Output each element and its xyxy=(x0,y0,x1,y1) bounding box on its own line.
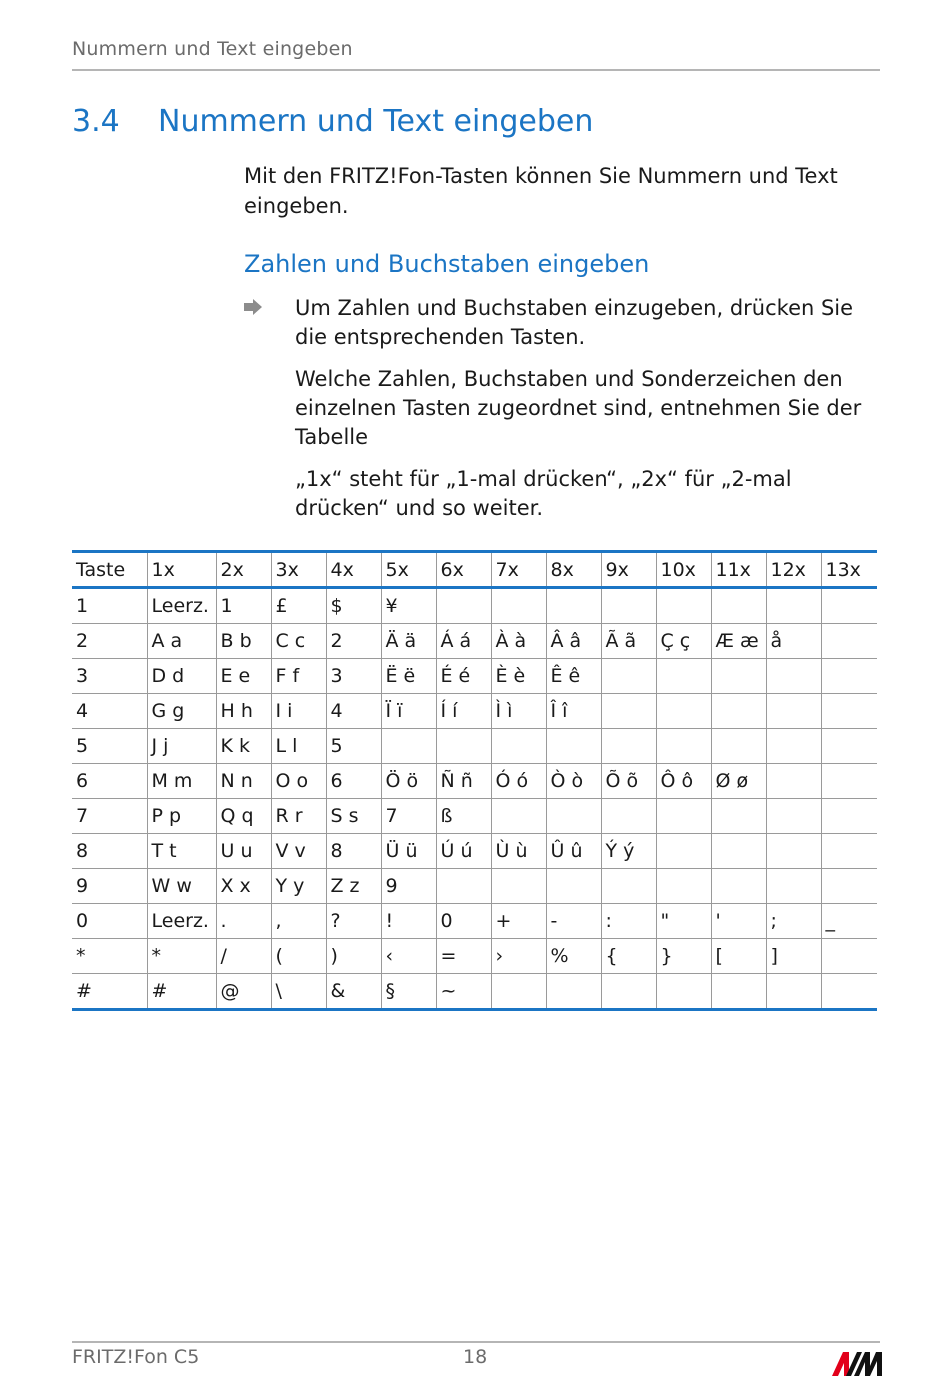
column-header-presses: 11x xyxy=(711,552,766,588)
character-cell: Leerz. xyxy=(147,904,216,939)
character-cell xyxy=(546,974,601,1010)
column-header-key: Taste xyxy=(72,552,147,588)
character-cell: = xyxy=(436,939,491,974)
character-cell: Ý ý xyxy=(601,834,656,869)
character-cell: \ xyxy=(271,974,326,1010)
character-cell: Ô ô xyxy=(656,764,711,799)
step-paragraph: „1x“ steht für „1-mal drücken“, „2x“ für „2-mal drücken“ und so weiter. xyxy=(295,467,792,520)
key-cell: 8 xyxy=(72,834,147,869)
character-cell: ~ xyxy=(436,974,491,1010)
character-cell: T t xyxy=(147,834,216,869)
character-cell: @ xyxy=(216,974,271,1010)
character-cell: M m xyxy=(147,764,216,799)
character-cell: Ã ã xyxy=(601,624,656,659)
character-cell: E e xyxy=(216,659,271,694)
character-cell xyxy=(491,588,546,624)
character-cell: Ê ê xyxy=(546,659,601,694)
character-cell xyxy=(546,588,601,624)
character-cell xyxy=(491,974,546,1010)
character-cell xyxy=(491,869,546,904)
character-cell: I i xyxy=(271,694,326,729)
column-header-presses: 7x xyxy=(491,552,546,588)
character-cell: V v xyxy=(271,834,326,869)
key-cell: # xyxy=(72,974,147,1010)
character-cell: ? xyxy=(326,904,381,939)
character-cell: Ø ø xyxy=(711,764,766,799)
character-cell xyxy=(821,834,877,869)
character-cell: ‹ xyxy=(381,939,436,974)
character-cell xyxy=(656,659,711,694)
character-cell: [ xyxy=(711,939,766,974)
character-cell: £ xyxy=(271,588,326,624)
character-cell xyxy=(766,869,821,904)
character-cell xyxy=(711,799,766,834)
character-cell: 3 xyxy=(326,659,381,694)
section-title: Nummern und Text eingeben xyxy=(158,104,594,139)
character-cell: Ñ ñ xyxy=(436,764,491,799)
character-cell xyxy=(766,974,821,1010)
character-cell xyxy=(601,869,656,904)
character-cell xyxy=(821,799,877,834)
character-cell: C c xyxy=(271,624,326,659)
character-cell: Ò ò xyxy=(546,764,601,799)
key-cell: * xyxy=(72,939,147,974)
character-cell xyxy=(821,764,877,799)
character-cell xyxy=(821,729,877,764)
table-row xyxy=(72,588,877,624)
character-cell: Ä ä xyxy=(381,624,436,659)
table-row xyxy=(72,764,877,799)
subsection-heading: Zahlen und Buchstaben eingeben xyxy=(244,250,650,278)
character-cell: å xyxy=(766,624,821,659)
character-cell xyxy=(656,729,711,764)
character-cell xyxy=(546,729,601,764)
step-paragraph: Welche Zahlen, Buchstaben und Sonderzeichen den einzelnen Tasten zugeordnet sind, entnehmen Sie der Tabelle xyxy=(295,367,862,449)
character-cell xyxy=(601,659,656,694)
character-cell: N n xyxy=(216,764,271,799)
key-cell: 0 xyxy=(72,904,147,939)
footer-product-name: FRITZ!Fon C5 xyxy=(72,1346,200,1368)
page-number: 18 xyxy=(463,1346,488,1368)
character-cell: Ü ü xyxy=(381,834,436,869)
character-cell xyxy=(711,729,766,764)
character-cell xyxy=(766,659,821,694)
character-cell: Ù ù xyxy=(491,834,546,869)
character-cell xyxy=(821,624,877,659)
character-cell xyxy=(766,799,821,834)
character-cell: " xyxy=(656,904,711,939)
character-cell xyxy=(711,588,766,624)
intro-paragraph: Mit den FRITZ!Fon-Tasten können Sie Nummern und Text eingeben. xyxy=(244,164,838,218)
character-cell: Ú ú xyxy=(436,834,491,869)
character-cell: A a xyxy=(147,624,216,659)
character-cell: È è xyxy=(491,659,546,694)
column-header-presses: 10x xyxy=(656,552,711,588)
character-cell: 0 xyxy=(436,904,491,939)
character-cell: $ xyxy=(326,588,381,624)
column-header-presses: 13x xyxy=(821,552,877,588)
character-cell xyxy=(546,869,601,904)
character-cell: U u xyxy=(216,834,271,869)
character-cell: : xyxy=(601,904,656,939)
key-cell: 7 xyxy=(72,799,147,834)
table-row xyxy=(72,694,877,729)
character-cell: P p xyxy=(147,799,216,834)
character-cell xyxy=(491,799,546,834)
character-cell xyxy=(656,834,711,869)
character-cell xyxy=(601,694,656,729)
character-cell xyxy=(711,659,766,694)
character-cell: D d xyxy=(147,659,216,694)
character-cell: { xyxy=(601,939,656,974)
key-cell: 4 xyxy=(72,694,147,729)
character-cell: 2 xyxy=(326,624,381,659)
instruction-step xyxy=(244,294,884,536)
character-cell: ß xyxy=(436,799,491,834)
character-cell: 4 xyxy=(326,694,381,729)
character-cell xyxy=(766,764,821,799)
key-cell: 2 xyxy=(72,624,147,659)
character-cell: / xyxy=(216,939,271,974)
table-row xyxy=(72,869,877,904)
character-cell: 7 xyxy=(381,799,436,834)
footer-divider xyxy=(72,1341,880,1343)
column-header-presses: 1x xyxy=(147,552,216,588)
character-cell: _ xyxy=(821,904,877,939)
character-cell: Â â xyxy=(546,624,601,659)
section-heading xyxy=(72,104,593,139)
character-cell xyxy=(711,834,766,869)
key-cell: 5 xyxy=(72,729,147,764)
avm-logo-icon xyxy=(832,1349,882,1376)
character-cell: ] xyxy=(766,939,821,974)
character-cell: ¥ xyxy=(381,588,436,624)
character-cell: Leerz. xyxy=(147,588,216,624)
character-cell: X x xyxy=(216,869,271,904)
character-cell: ; xyxy=(766,904,821,939)
character-cell xyxy=(821,588,877,624)
character-cell xyxy=(711,974,766,1010)
character-cell: W w xyxy=(147,869,216,904)
character-cell: H h xyxy=(216,694,271,729)
character-cell xyxy=(491,729,546,764)
step-paragraph: Um Zahlen und Buchstaben einzugeben, drücken Sie die entsprechenden Tasten. xyxy=(295,296,854,349)
table-header-row xyxy=(72,552,877,588)
arrow-right-icon xyxy=(244,299,264,315)
character-cell: § xyxy=(381,974,436,1010)
column-header-presses: 12x xyxy=(766,552,821,588)
character-cell: 5 xyxy=(326,729,381,764)
character-cell: Æ æ xyxy=(711,624,766,659)
character-cell xyxy=(821,974,877,1010)
character-cell: Ç ç xyxy=(656,624,711,659)
column-header-presses: 6x xyxy=(436,552,491,588)
character-cell xyxy=(656,799,711,834)
table-row xyxy=(72,729,877,764)
character-cell: ) xyxy=(326,939,381,974)
character-cell: Z z xyxy=(326,869,381,904)
character-cell: Ó ó xyxy=(491,764,546,799)
character-cell xyxy=(436,869,491,904)
character-cell: G g xyxy=(147,694,216,729)
character-cell: & xyxy=(326,974,381,1010)
table-row xyxy=(72,974,877,1010)
character-cell xyxy=(656,974,711,1010)
character-cell xyxy=(381,729,436,764)
character-cell xyxy=(766,834,821,869)
character-cell: R r xyxy=(271,799,326,834)
character-cell xyxy=(766,729,821,764)
character-cell: ! xyxy=(381,904,436,939)
character-cell: Ï ï xyxy=(381,694,436,729)
character-cell: S s xyxy=(326,799,381,834)
character-cell: Í í xyxy=(436,694,491,729)
character-cell: J j xyxy=(147,729,216,764)
character-cell xyxy=(546,799,601,834)
character-cell: } xyxy=(656,939,711,974)
character-cell xyxy=(821,939,877,974)
character-cell: Õ õ xyxy=(601,764,656,799)
character-cell xyxy=(711,694,766,729)
header-divider xyxy=(72,69,880,71)
column-header-presses: 8x xyxy=(546,552,601,588)
running-header: Nummern und Text eingeben xyxy=(72,38,353,60)
character-cell: 1 xyxy=(216,588,271,624)
column-header-presses: 9x xyxy=(601,552,656,588)
section-number: 3.4 xyxy=(72,104,120,139)
character-cell: . xyxy=(216,904,271,939)
character-cell: Y y xyxy=(271,869,326,904)
table-row xyxy=(72,799,877,834)
character-cell: Á á xyxy=(436,624,491,659)
character-cell xyxy=(766,694,821,729)
character-cell xyxy=(601,974,656,1010)
key-cell: 6 xyxy=(72,764,147,799)
character-cell xyxy=(436,588,491,624)
character-cell: F f xyxy=(271,659,326,694)
character-cell xyxy=(821,869,877,904)
character-cell: L l xyxy=(271,729,326,764)
character-cell: Ö ö xyxy=(381,764,436,799)
character-cell xyxy=(821,659,877,694)
character-cell: , xyxy=(271,904,326,939)
character-cell xyxy=(766,588,821,624)
key-character-table xyxy=(72,550,877,1011)
character-cell: 8 xyxy=(326,834,381,869)
character-cell: 9 xyxy=(381,869,436,904)
column-header-presses: 5x xyxy=(381,552,436,588)
character-cell: É é xyxy=(436,659,491,694)
character-cell: Ì ì xyxy=(491,694,546,729)
character-cell: Û û xyxy=(546,834,601,869)
character-cell: * xyxy=(147,939,216,974)
character-cell: › xyxy=(491,939,546,974)
character-cell: O o xyxy=(271,764,326,799)
character-cell xyxy=(656,588,711,624)
character-cell: B b xyxy=(216,624,271,659)
column-header-presses: 4x xyxy=(326,552,381,588)
key-cell: 1 xyxy=(72,588,147,624)
character-cell: K k xyxy=(216,729,271,764)
character-cell: Q q xyxy=(216,799,271,834)
character-cell: ' xyxy=(711,904,766,939)
key-cell: 9 xyxy=(72,869,147,904)
key-cell: 3 xyxy=(72,659,147,694)
character-cell xyxy=(656,694,711,729)
character-cell: - xyxy=(546,904,601,939)
character-cell xyxy=(821,694,877,729)
table-row xyxy=(72,939,877,974)
character-cell xyxy=(601,588,656,624)
column-header-presses: 3x xyxy=(271,552,326,588)
character-cell xyxy=(601,799,656,834)
character-cell: Ë ë xyxy=(381,659,436,694)
character-cell: + xyxy=(491,904,546,939)
character-cell xyxy=(601,729,656,764)
character-cell xyxy=(656,869,711,904)
table-row xyxy=(72,659,877,694)
column-header-presses: 2x xyxy=(216,552,271,588)
character-cell: Î î xyxy=(546,694,601,729)
character-cell: # xyxy=(147,974,216,1010)
character-cell xyxy=(436,729,491,764)
table-row xyxy=(72,624,877,659)
character-cell: 6 xyxy=(326,764,381,799)
table-row xyxy=(72,904,877,939)
character-cell: À à xyxy=(491,624,546,659)
character-cell xyxy=(711,869,766,904)
character-cell: % xyxy=(546,939,601,974)
table-row xyxy=(72,834,877,869)
character-cell: ( xyxy=(271,939,326,974)
